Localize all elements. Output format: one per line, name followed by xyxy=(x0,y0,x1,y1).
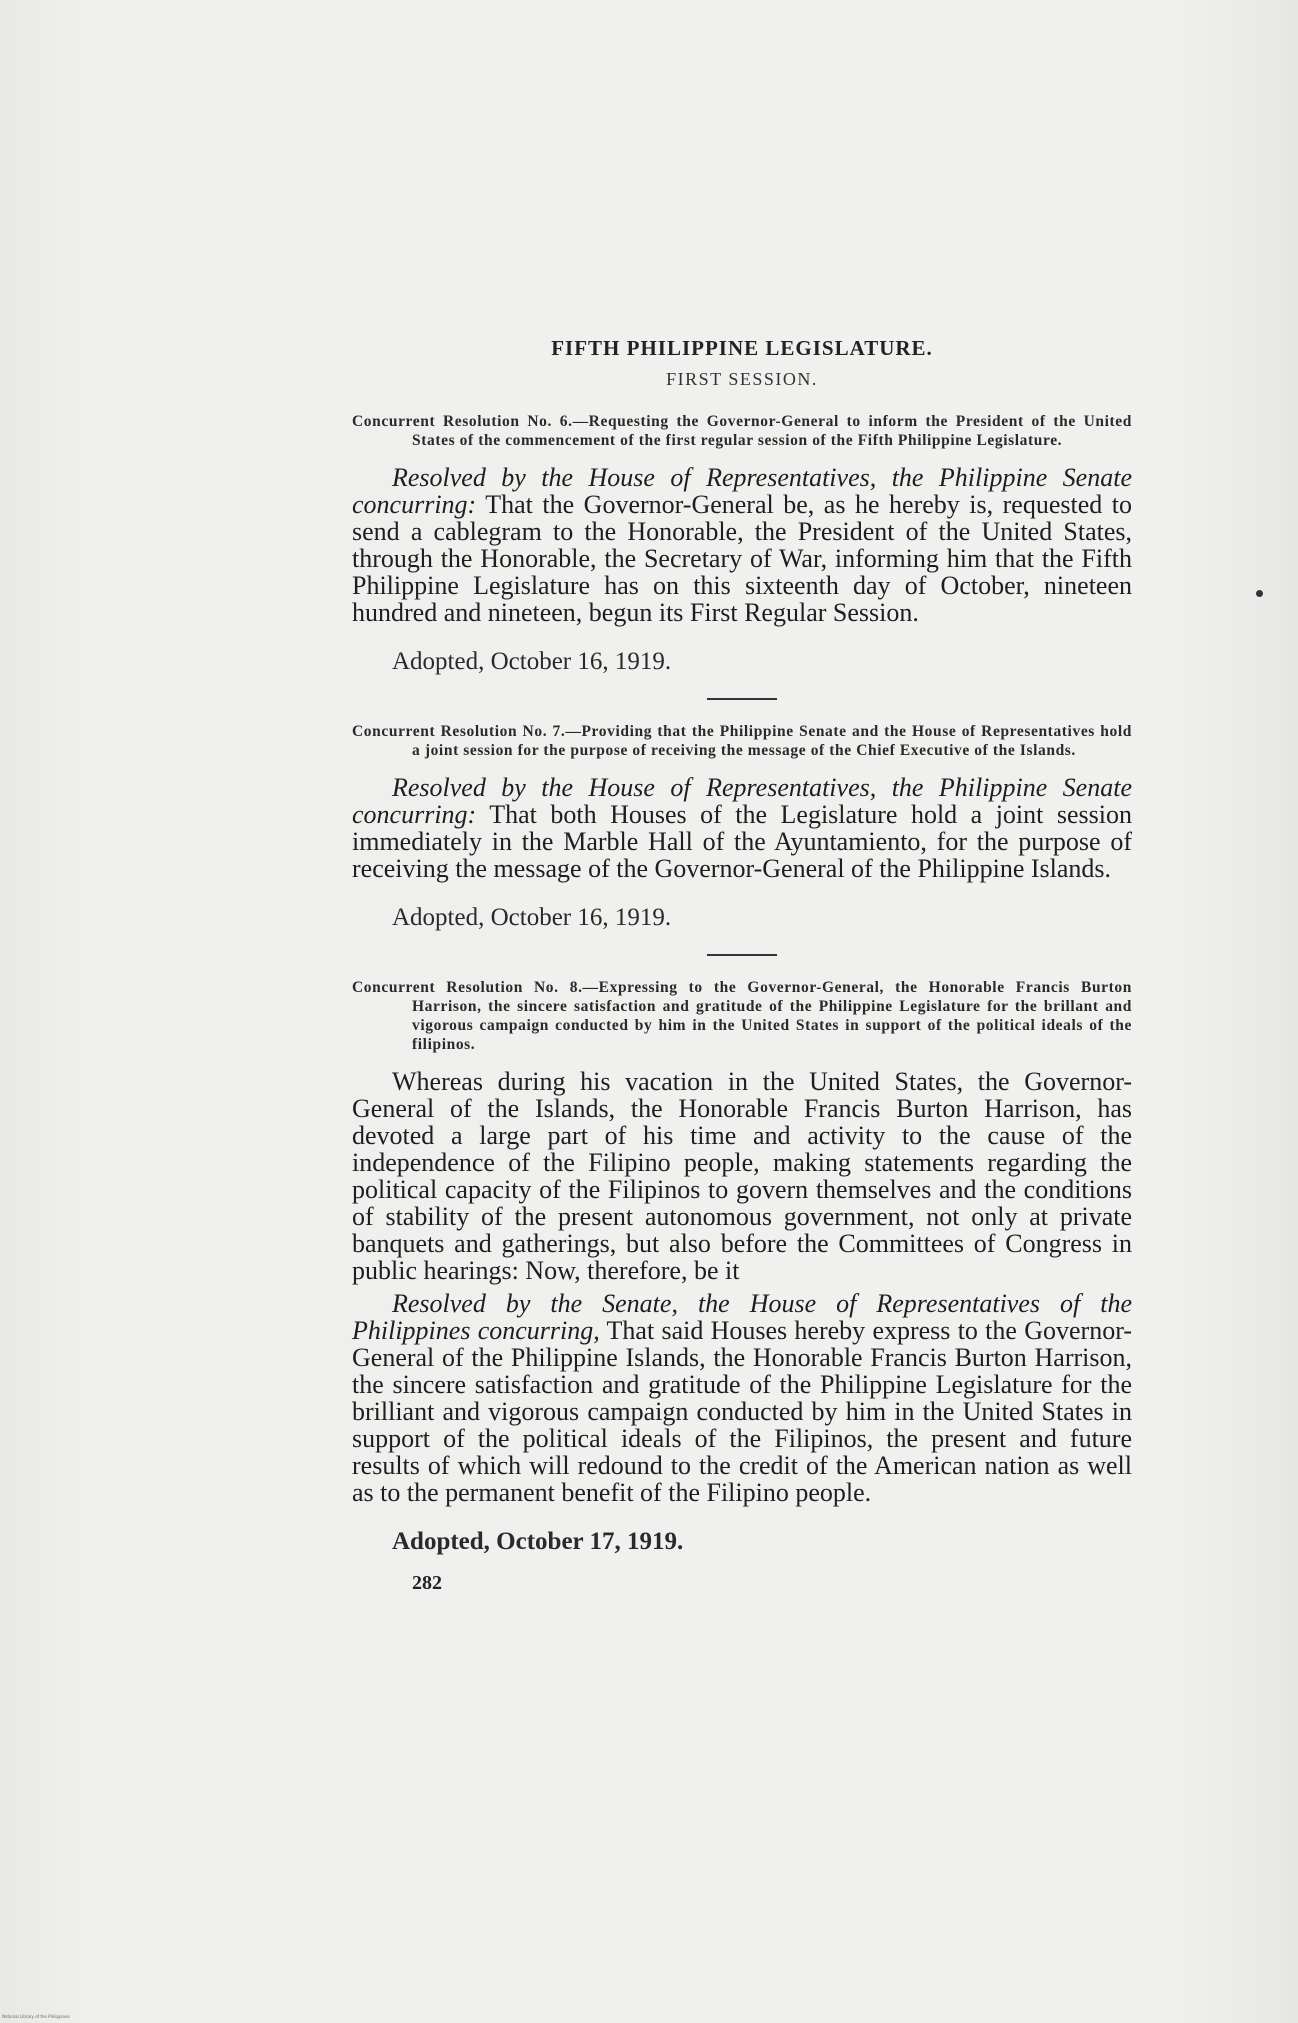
resolution-7-adopted: Adopted, October 16, 1919. xyxy=(392,904,672,931)
section-divider xyxy=(707,954,777,956)
resolution-7-body xyxy=(352,774,1132,882)
resolution-8-adopted: Adopted, October 17, 1919. xyxy=(392,1528,684,1555)
resolution-8-body xyxy=(352,1290,1132,1506)
resolution-8-text: That said Houses hereby express to the Governor-General of the Philippine Islands, the Honorable Francis Burton Harrison, the sincere satisfaction and gratitude of the Philippine Legislature for the brilliant and vigorous campaign conducted by him in the United States in support of the political ideals of the Filipinos, the present and future results of which will redound to the credit of the American nation as well as to the permanent benefit of the Filipino people. xyxy=(352,1316,1132,1507)
section-divider xyxy=(707,698,777,700)
session-title: FIRST SESSION. xyxy=(666,369,818,389)
resolution-6-caption: Concurrent Resolution No. 6.—Requesting the Governor-General to inform the President of the United States of the commencement of the first regular session of the Fifth Philippine Legislature. xyxy=(352,413,1132,449)
legislature-title: FIFTH PHILIPPINE LEGISLATURE. xyxy=(551,336,933,360)
page-content xyxy=(352,336,1132,1595)
resolution-8-caption: Concurrent Resolution No. 8.—Expressing to the Governor-General, the Honorable Francis Burton Harrison, the sincere satisfaction and gratitude of the Philippine Legislature for the brillant and vigorous campaign conducted by him in the United States in support of the political ideals of the filipinos. xyxy=(352,979,1132,1053)
resolution-6-adopted: Adopted, October 16, 1919. xyxy=(392,648,672,675)
page-number: 282 xyxy=(412,1572,442,1594)
library-stamp: National Library of the Philippines xyxy=(2,2014,70,2019)
resolution-8-whereas: Whereas during his vacation in the United States, the Governor-General of the Islands, the Honorable Francis Burton Harrison, has devoted a large part of his time and activity to the cause of the independence of the Filipino people, making statements regarding the political capacity of the Filipinos to govern themselves and the conditions of stability of the present autonomous government, not only at private banquets and gatherings, but also before the Committees of Congress in public hearings: Now, therefore, be it xyxy=(352,1067,1132,1285)
resolution-7-text: That both Houses of the Legislature hold a joint session immediately in the Marble Hall of the Ayuntamiento, for the purpose of receiving the message of the Governor-General of the Philippine Islands. xyxy=(352,800,1132,883)
resolution-6-body xyxy=(352,464,1132,626)
ink-spot xyxy=(1256,590,1263,597)
resolution-7-resolved-clause: Resolved by the House of Representatives, the Philippine Senate concurring: xyxy=(352,773,1132,829)
resolution-6-text: That the Governor-General be, as he hereby is, requested to send a cablegram to the Honorable, the President of the United States, through the Honorable, the Secretary of War, informing him that the Fifth Philippine Legislature has on this sixteenth day of October, nineteen hundred and nineteen, begun its First Regular Session. xyxy=(352,490,1132,627)
resolution-6-resolved-clause: Resolved by the House of Representatives, the Philippine Senate concurring: xyxy=(352,463,1132,519)
resolution-8-resolved-clause: Resolved by the Senate, the House of Representatives of the Philippines concurring, xyxy=(352,1289,1132,1345)
resolution-7-caption: Concurrent Resolution No. 7.—Providing that the Philippine Senate and the House of Representatives hold a joint session for the purpose of receiving the message of the Chief Executive of the Islands. xyxy=(352,723,1132,759)
